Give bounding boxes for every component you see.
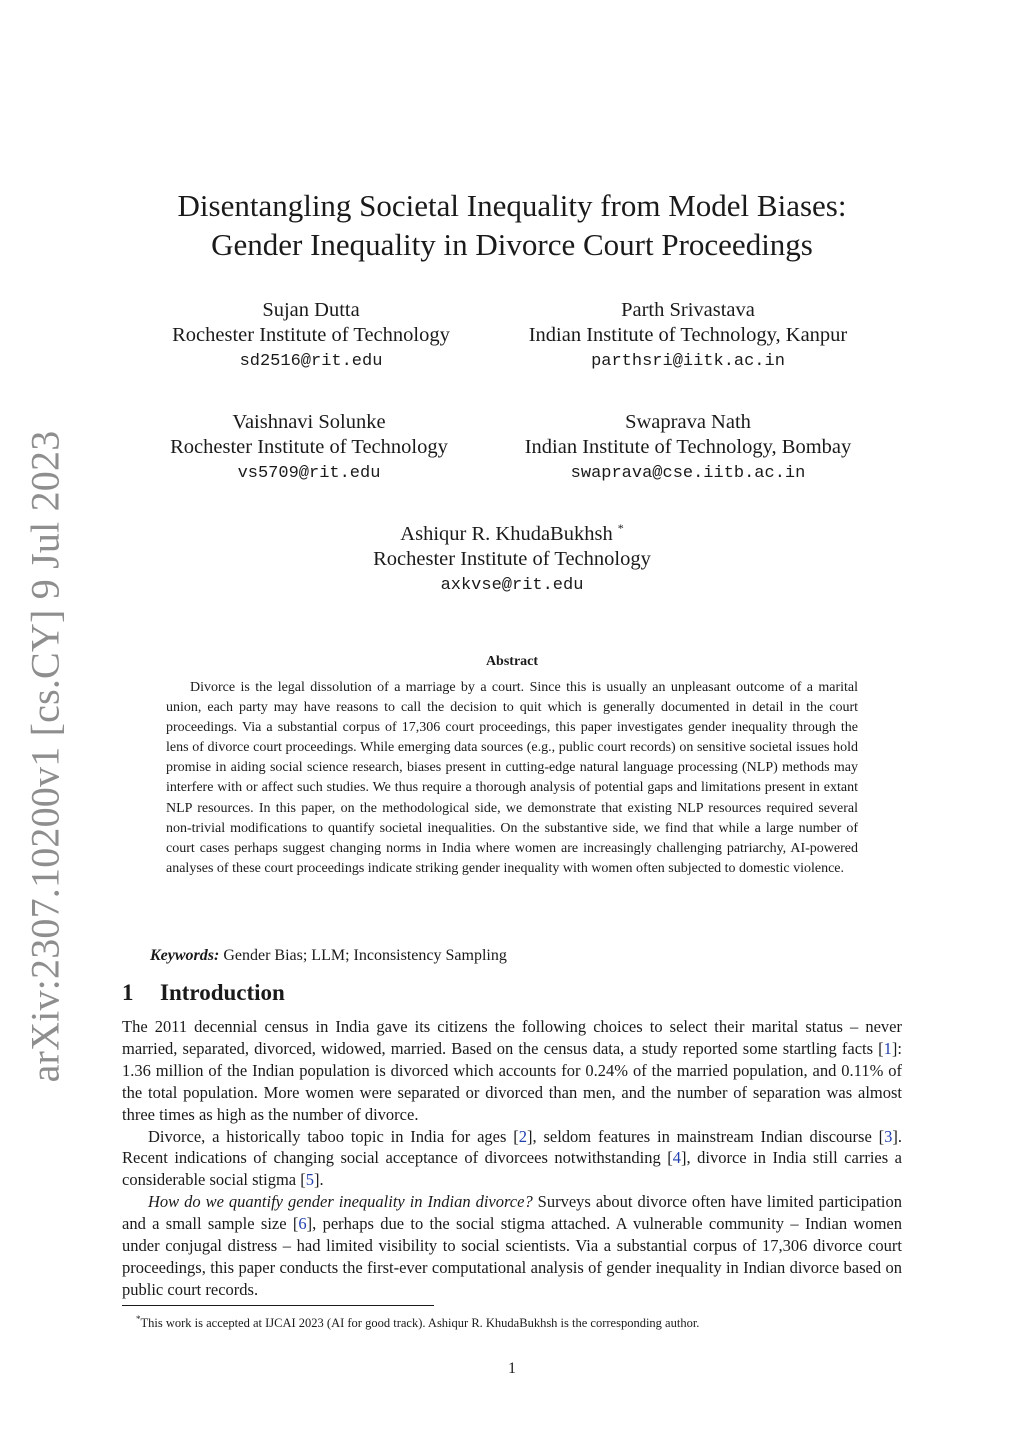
author-block xyxy=(498,410,878,487)
paragraph xyxy=(122,1191,902,1301)
text-run: ], divorce in India still carries a considerable social stigma [ xyxy=(122,1148,902,1190)
abstract-heading: Abstract xyxy=(485,654,539,669)
author-block xyxy=(322,522,702,599)
author-block xyxy=(498,298,878,375)
author-name: Sujan Dutta xyxy=(262,299,360,321)
text-run: ], perhaps due to the social stigma attached. A vulnerable community – Indian women under conjugal distress – had limited visibility to social scientists. Via a substantial corpus of 17,306 divorce court proceedings, this paper conducts the first-ever computational analysis of gender inequality in Indian divorce based on public court records. xyxy=(122,1214,902,1299)
body-text xyxy=(122,1016,902,1301)
text-run: The 2011 decennial census in India gave its citizens the following choices to select their marital status – never married, separated, divorced, widowed, married. Based on the census data, a study reported some startling facts [ xyxy=(122,1017,902,1058)
footnote-marker: * xyxy=(136,1314,141,1324)
keywords xyxy=(150,945,910,967)
author-block xyxy=(121,298,501,375)
text-run: Divorce, a historically taboo topic in India for ages [ xyxy=(148,1126,519,1146)
citation-link[interactable]: 2 xyxy=(518,1126,528,1146)
section-number: 1 xyxy=(122,980,134,1005)
author-email[interactable]: swaprava@cse.iitb.ac.in xyxy=(570,464,806,483)
paper-title xyxy=(100,186,924,264)
author-name: Swaprava Nath xyxy=(625,411,751,433)
section-title: Introduction xyxy=(160,980,285,1005)
text-run: ]. Recent indications of changing social acceptance of divorcees notwithstanding [ xyxy=(122,1126,902,1168)
author-email[interactable]: axkvse@rit.edu xyxy=(440,576,584,595)
research-question: How do we quantify gender inequality in Indian divorce? xyxy=(148,1192,533,1212)
text-run: ]. xyxy=(313,1170,324,1190)
corresponding-author-marker: * xyxy=(617,521,624,536)
author-affiliation: Rochester Institute of Technology xyxy=(172,324,450,346)
abstract-text: Divorce is the legal dissolution of a marriage by a court. Since this is usually an unpleasant outcome of a marital union, each party may have reasons to call the decision to quit which is generally documented in detail in the court proceedings. Via a substantial corpus of 17,306 court proceedings, this paper investigates gender inequality through the lens of divorce court proceedings. While emerging data sources (e.g., public court records) on sensitive societal issues hold promise in aiding social science research, biases present in cutting-edge natural language processing (NLP) methods may interfere with or affect such studies. We thus require a thorough analysis of potential gaps and limitations present in extant NLP resources. In this paper, on the methodological side, we demonstrate that existing NLP resources required several non-trivial modifications to quantify societal inequalities. On the substantive side, we find that while a large number of court cases perhaps suggest changing norms in India where women are increasingly challenging patriarchy, AI-powered analyses of these court proceedings indicate striking gender inequality with women often subjected to domestic violence. xyxy=(166,680,858,876)
text-run: ], seldom features in mainstream Indian discourse [ xyxy=(527,1126,885,1146)
title-line-1: Disentangling Societal Inequality from Model Biases: xyxy=(177,188,847,223)
citation-link[interactable]: 5 xyxy=(305,1170,314,1190)
citation-link[interactable]: 4 xyxy=(672,1148,681,1168)
author-affiliation: Rochester Institute of Technology xyxy=(170,436,448,458)
arxiv-stamp-text: arXiv:2307.10200v1 [cs.CY] 9 Jul 2023 xyxy=(22,430,68,1082)
author-affiliation: Indian Institute of Technology, Bombay xyxy=(524,436,852,458)
abstract-body xyxy=(166,678,858,879)
author-affiliation: Rochester Institute of Technology xyxy=(373,548,651,570)
author-email[interactable]: parthsri@iitk.ac.in xyxy=(591,352,785,371)
paragraph xyxy=(122,1126,902,1192)
arxiv-stamp xyxy=(14,430,76,1082)
title-line-2: Gender Inequality in Divorce Court Proceedings xyxy=(211,227,813,262)
author-affiliation: Indian Institute of Technology, Kanpur xyxy=(528,324,848,346)
text-run: ]: 1.36 million of the Indian population is divorced which accounts for 0.24% of the married population, and 0.11% of the total population. More women were separated or divorced than men, and the number of separation was almost three times as high as the number of divorce. xyxy=(122,1038,902,1124)
paragraph xyxy=(122,1016,902,1126)
section-heading xyxy=(122,978,285,1008)
footnote xyxy=(136,1311,906,1331)
citation-link[interactable]: 1 xyxy=(883,1038,892,1058)
footnote-text: This work is accepted at IJCAI 2023 (AI for good track). Ashiqur R. KhudaBukhsh is the corresponding author. xyxy=(140,1316,700,1331)
keywords-text: Gender Bias; LLM; Inconsistency Sampling xyxy=(223,947,507,964)
author-name-row xyxy=(322,522,702,547)
footnote-rule xyxy=(122,1305,434,1306)
text-run: Surveys about divorce often have limited participation and a small sample size [ xyxy=(122,1192,903,1234)
citation-link[interactable]: 3 xyxy=(884,1126,893,1146)
page-number: 1 xyxy=(508,1360,516,1377)
author-name: Vaishnavi Solunke xyxy=(232,411,386,433)
author-email[interactable]: vs5709@rit.edu xyxy=(237,464,381,483)
author-email[interactable]: sd2516@rit.edu xyxy=(239,352,383,371)
citation-link[interactable]: 6 xyxy=(298,1214,307,1234)
author-name: Ashiqur R. KhudaBukhsh xyxy=(400,523,613,545)
author-block xyxy=(119,410,499,487)
author-name: Parth Srivastava xyxy=(621,299,755,321)
keywords-label: Keywords: xyxy=(150,947,220,964)
